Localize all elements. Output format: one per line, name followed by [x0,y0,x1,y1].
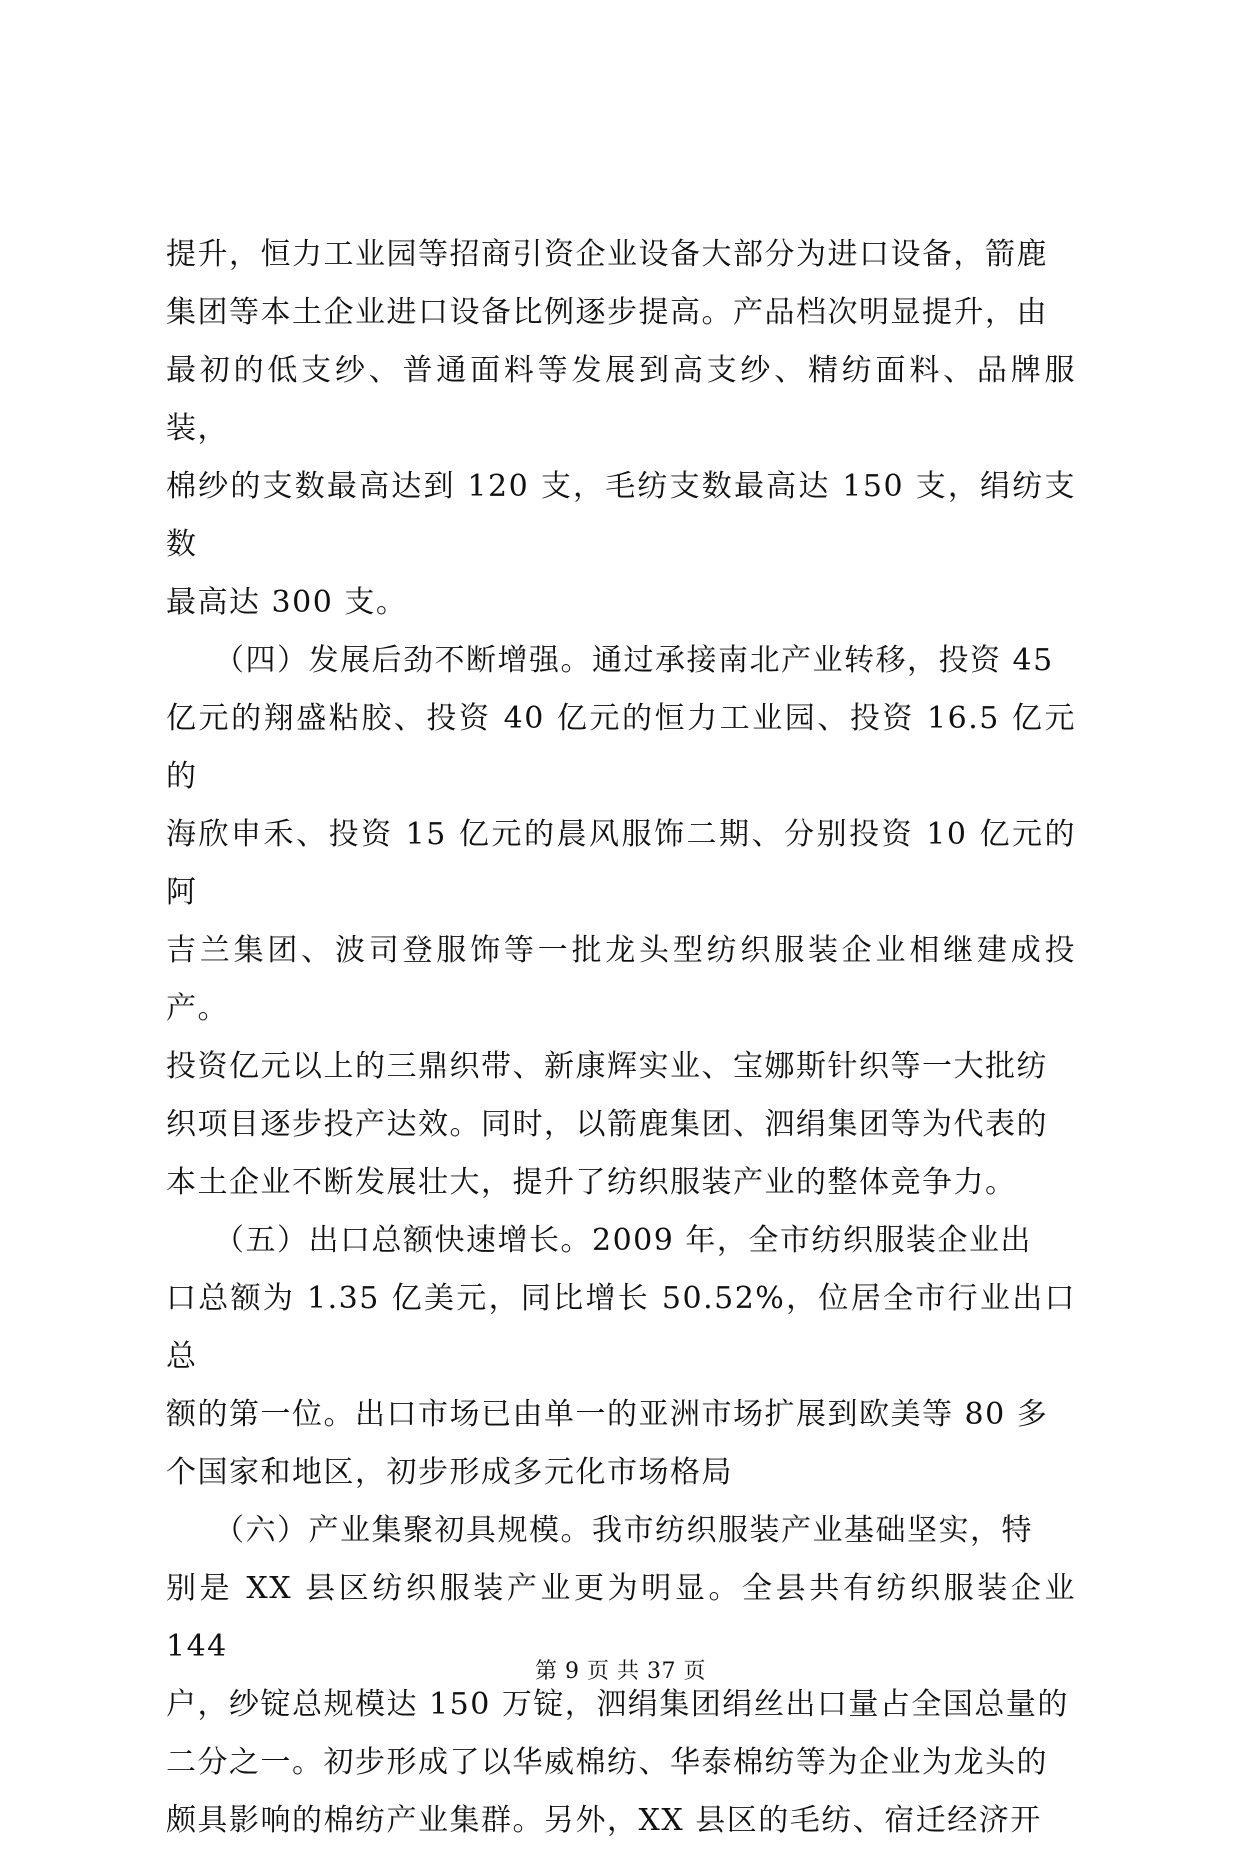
paragraph-continuation: 提升，恒力工业园等招商引资企业设备大部分为进口设备，箭鹿 集团等本土企业进口设备比例逐步提高。产品档次明显提升，由 最初的低支纱、普通面料等发展到高支纱、精纺面料、品牌服装， 棉纱的支数最高达到 120 支，毛纺支数最高达 150 支，绢纺支数 最高达 300 支。 [166,237,1076,620]
paragraph-section-6: （六）产业集聚初具规模。我市纺织服装产业基础坚实，特 别是 XX 县区纺织服装产业更为明显。全县共有纺织服装企业 144 户，纱锭总规模达 150 万锭，泗绢集团绢丝出口量占全国总量的 二分之一。初步形成了以华威棉纺、华泰棉纺等为企业为龙头的 颇具影响的棉纺产业集群。另外，XX 县区的毛纺、宿迁经济开 [166,1513,1076,1838]
paragraph-section-4: （四）发展后劲不断增强。通过承接南北产业转移，投资 45 亿元的翔盛粘胶、投资 40 亿元的恒力工业园、投资 16.5 亿元的 海欣申禾、投资 15 亿元的晨风服饰二期、分别投资 10 亿元的阿 吉兰集团、波司登服饰等一批龙头型纺织服装企业相继建成投产。 投资亿元以上的三鼎织带、新康辉实业、宝娜斯针织等一大批纺 织项目逐步投产达效。同时，以箭鹿集团、泗绢集团等为代表的 本土企业不断发展壮大，提升了纺织服装产业的整体竞争力。 [166,643,1076,1200]
page-footer: 第 9 页 共 37 页 [535,1659,706,1684]
paragraph-section-5: （五）出口总额快速增长。2009 年，全市纺织服装企业出 口总额为 1.35 亿美元，同比增长 50.52%，位居全市行业出口总 额的第一位。出口市场已由单一的亚洲市场扩展到欧美等 80 多 个国家和地区，初步形成多元化市场格局 [166,1223,1076,1490]
document-body [166,226,1076,1850]
